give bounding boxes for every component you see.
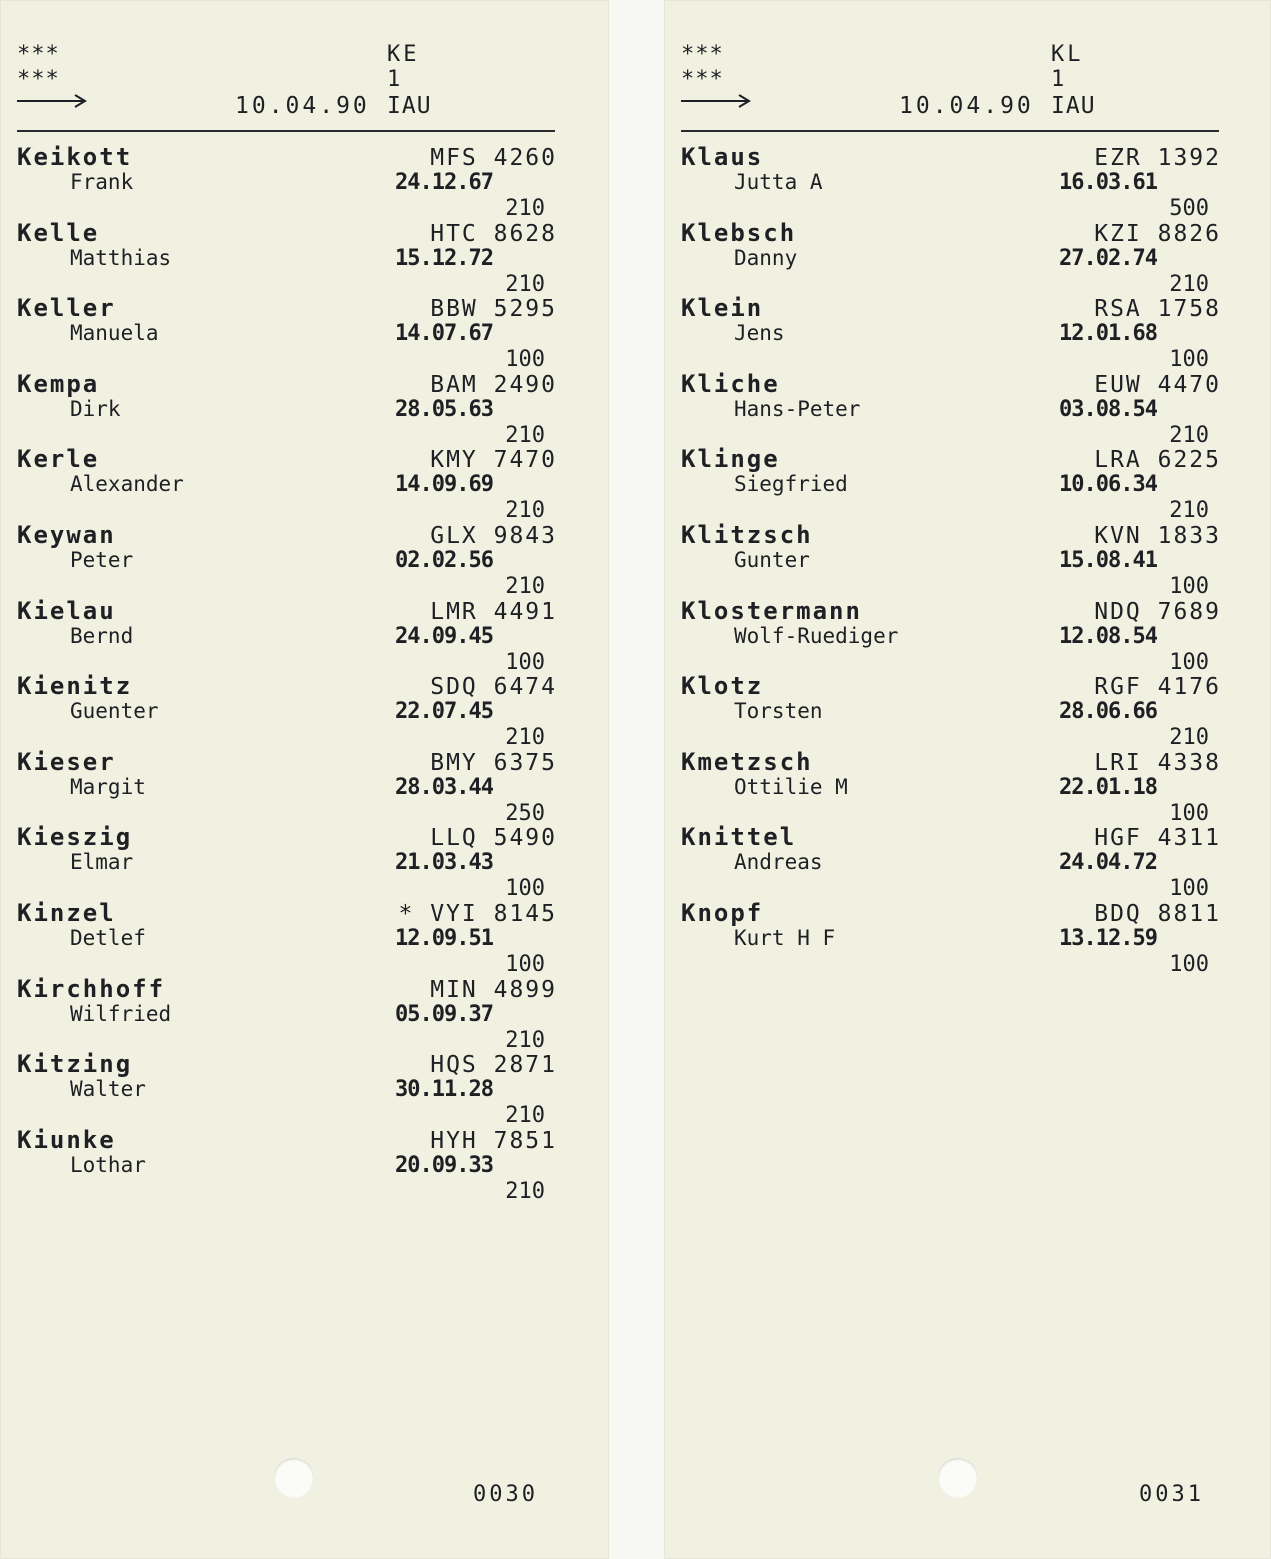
- birth-date: 30.11.28: [395, 1077, 493, 1103]
- surname: Kmetzsch: [681, 747, 813, 776]
- list-item: [681, 823, 1221, 902]
- id-code: LRI 4338: [1094, 749, 1221, 776]
- id-code: * VYI 8145: [398, 900, 557, 927]
- grade-code: 210: [505, 1178, 545, 1204]
- surname: Kielau: [17, 596, 116, 625]
- grade-code: 100: [505, 876, 545, 902]
- given-name: Jens: [734, 321, 785, 346]
- grade-code: 210: [1169, 498, 1209, 524]
- grade-code: 210: [505, 1027, 545, 1053]
- grade-code: 210: [505, 725, 545, 751]
- list-item: [681, 899, 1221, 975]
- id-code: KZI 8826: [1094, 220, 1221, 247]
- grade-code: 500: [1169, 196, 1209, 221]
- section-code: KE: [387, 42, 420, 67]
- grade-code: 210: [505, 422, 545, 448]
- list-item: [17, 975, 557, 1051]
- surname: Kliche: [681, 369, 780, 398]
- list-item: [17, 823, 557, 902]
- list-item: [681, 445, 1221, 524]
- grade-code: 210: [505, 196, 545, 221]
- given-name: Danny: [734, 245, 798, 270]
- grade-code: 100: [1169, 951, 1209, 977]
- list-item: [17, 1126, 557, 1202]
- id-code: HGF 4311: [1094, 825, 1221, 852]
- id-code: BBW 5295: [430, 296, 557, 323]
- grade-code: 100: [1169, 800, 1209, 826]
- id-code: HQS 2871: [430, 1052, 557, 1079]
- birth-date: 12.01.68: [1059, 321, 1157, 347]
- given-name: Wolf-Ruediger: [734, 623, 899, 648]
- given-name: Guenter: [70, 699, 159, 724]
- given-name: Gunter: [734, 547, 810, 572]
- id-code: LMR 4491: [430, 598, 557, 625]
- header-stars: ***: [17, 67, 60, 92]
- birth-date: 03.08.54: [1059, 396, 1157, 422]
- entry-list: [17, 143, 557, 1204]
- surname: Keller: [17, 294, 116, 323]
- id-code: KVN 1833: [1094, 522, 1221, 549]
- birth-date: 12.08.54: [1059, 623, 1157, 649]
- given-name: Peter: [70, 547, 134, 572]
- birth-date: 13.12.59: [1059, 925, 1157, 951]
- given-name: Kurt H F: [734, 925, 836, 950]
- grade-code: 210: [505, 498, 545, 524]
- birth-date: 05.09.37: [395, 1001, 493, 1027]
- page-header: [681, 42, 1271, 122]
- surname: Kiunke: [17, 1125, 116, 1154]
- list-item: [17, 370, 557, 446]
- page-number: 0030: [473, 1482, 538, 1507]
- given-name: Manuela: [70, 321, 159, 346]
- printout-page-left: [0, 0, 609, 1559]
- birth-date: 20.09.33: [395, 1152, 493, 1178]
- id-code: MIN 4899: [430, 976, 557, 1003]
- grade-code: 100: [505, 649, 545, 675]
- surname: Klinge: [681, 445, 780, 474]
- id-code: GLX 9843: [430, 522, 557, 549]
- given-name: Matthias: [70, 245, 172, 270]
- list-item: [17, 597, 557, 673]
- surname: Keikott: [17, 143, 133, 171]
- list-item: [17, 294, 557, 373]
- header-stars: ***: [17, 42, 60, 67]
- arrow-right-icon: [17, 94, 87, 108]
- given-name: Frank: [70, 170, 134, 194]
- list-item: [681, 370, 1221, 446]
- header-stars: ***: [681, 42, 724, 67]
- surname: Klitzsch: [681, 520, 813, 549]
- entry-list: [681, 143, 1221, 975]
- punch-hole: [938, 1458, 978, 1498]
- surname: Klostermann: [681, 596, 862, 625]
- birth-date: 14.09.69: [395, 472, 493, 498]
- birth-date: 28.03.44: [395, 774, 493, 800]
- birth-date: 15.12.72: [395, 245, 493, 271]
- birth-date: 22.01.18: [1059, 774, 1157, 800]
- id-code: KMY 7470: [430, 447, 557, 474]
- grade-code: 250: [505, 800, 545, 826]
- grade-code: 210: [1169, 271, 1209, 297]
- department-code: IAU: [1051, 93, 1096, 119]
- id-code: BDQ 8811: [1094, 900, 1221, 927]
- id-code: BAM 2490: [430, 371, 557, 398]
- grade-code: 210: [505, 271, 545, 297]
- birth-date: 24.09.45: [395, 623, 493, 649]
- given-name: Dirk: [70, 396, 121, 421]
- id-code: EZR 1392: [1094, 145, 1221, 171]
- birth-date: 22.07.45: [395, 699, 493, 725]
- grade-code: 100: [1169, 347, 1209, 373]
- surname: Kienitz: [17, 672, 133, 701]
- list-item: [17, 219, 557, 295]
- birth-date: 15.08.41: [1059, 547, 1157, 573]
- grade-code: 210: [1169, 422, 1209, 448]
- list-item: [681, 748, 1221, 824]
- given-name: Jutta A: [734, 170, 823, 194]
- list-item: [17, 672, 557, 751]
- list-item: [17, 521, 557, 597]
- id-code: HTC 8628: [430, 220, 557, 247]
- surname: Kirchhoff: [17, 974, 166, 1003]
- surname: Kempa: [17, 369, 100, 398]
- header-divider: [681, 130, 1219, 132]
- grade-code: 210: [1169, 725, 1209, 751]
- list-item: [17, 899, 557, 975]
- surname: Kinzel: [17, 898, 116, 927]
- list-item: [681, 294, 1221, 373]
- list-item: [17, 445, 557, 524]
- print-date: 10.04.90: [899, 93, 1034, 119]
- surname: Klotz: [681, 672, 764, 701]
- birth-date: 14.07.67: [395, 321, 493, 347]
- list-item: [681, 672, 1221, 751]
- birth-date: 24.12.67: [395, 170, 493, 195]
- id-code: MFS 4260: [430, 145, 557, 171]
- header-stars: ***: [681, 67, 724, 92]
- given-name: Elmar: [70, 850, 134, 875]
- list-item: [681, 521, 1221, 597]
- surname: Kelle: [17, 218, 100, 247]
- given-name: Hans-Peter: [734, 396, 861, 421]
- birth-date: 21.03.43: [395, 850, 493, 876]
- given-name: Andreas: [734, 850, 823, 875]
- arrow-right-icon: [681, 94, 751, 108]
- list-item: [17, 1050, 557, 1129]
- grade-code: 100: [1169, 649, 1209, 675]
- punch-hole: [274, 1458, 314, 1498]
- list-item: [681, 597, 1221, 673]
- id-code: BMY 6375: [430, 749, 557, 776]
- given-name: Lothar: [70, 1152, 146, 1177]
- print-date: 10.04.90: [235, 93, 370, 119]
- surname: Kieszig: [17, 823, 133, 852]
- birth-date: 28.06.66: [1059, 699, 1157, 725]
- grade-code: 210: [505, 1103, 545, 1129]
- header-divider: [17, 130, 555, 132]
- department-code: IAU: [387, 93, 432, 119]
- printout-page-right: [664, 0, 1271, 1559]
- given-name: Torsten: [734, 699, 823, 724]
- grade-code: 210: [505, 573, 545, 599]
- birth-date: 28.05.63: [395, 396, 493, 422]
- id-code: LLQ 5490: [430, 825, 557, 852]
- given-name: Siegfried: [734, 472, 848, 497]
- id-code: NDQ 7689: [1094, 598, 1221, 625]
- surname: Knittel: [681, 823, 797, 852]
- id-code: HYH 7851: [430, 1127, 557, 1154]
- birth-date: 02.02.56: [395, 547, 493, 573]
- surname: Kitzing: [17, 1050, 133, 1079]
- given-name: Detlef: [70, 925, 146, 950]
- id-code: EUW 4470: [1094, 371, 1221, 398]
- page-header: [17, 42, 609, 122]
- list-item: [681, 219, 1221, 295]
- birth-date: 24.04.72: [1059, 850, 1157, 876]
- id-code: RSA 1758: [1094, 296, 1221, 323]
- list-item: [17, 748, 557, 824]
- volume-number: 1: [387, 67, 401, 92]
- given-name: Walter: [70, 1077, 146, 1102]
- birth-date: 12.09.51: [395, 925, 493, 951]
- given-name: Alexander: [70, 472, 184, 497]
- given-name: Bernd: [70, 623, 134, 648]
- birth-date: 16.03.61: [1059, 170, 1157, 195]
- grade-code: 100: [1169, 876, 1209, 902]
- surname: Klaus: [681, 143, 764, 171]
- volume-number: 1: [1051, 67, 1065, 92]
- given-name: Wilfried: [70, 1001, 172, 1026]
- birth-date: 27.02.74: [1059, 245, 1157, 271]
- surname: Kieser: [17, 747, 116, 776]
- surname: Knopf: [681, 898, 764, 927]
- page-number: 0031: [1139, 1482, 1204, 1507]
- id-code: SDQ 6474: [430, 674, 557, 701]
- list-item: [681, 143, 1221, 219]
- grade-code: 100: [505, 951, 545, 977]
- given-name: Margit: [70, 774, 146, 799]
- surname: Klebsch: [681, 218, 797, 247]
- surname: Kerle: [17, 445, 100, 474]
- list-item: [17, 143, 557, 219]
- surname: Klein: [681, 294, 764, 323]
- id-code: LRA 6225: [1094, 447, 1221, 474]
- section-code: KL: [1051, 42, 1084, 67]
- birth-date: 10.06.34: [1059, 472, 1157, 498]
- grade-code: 100: [505, 347, 545, 373]
- given-name: Ottilie M: [734, 774, 848, 799]
- surname: Keywan: [17, 520, 116, 549]
- grade-code: 100: [1169, 573, 1209, 599]
- id-code: RGF 4176: [1094, 674, 1221, 701]
